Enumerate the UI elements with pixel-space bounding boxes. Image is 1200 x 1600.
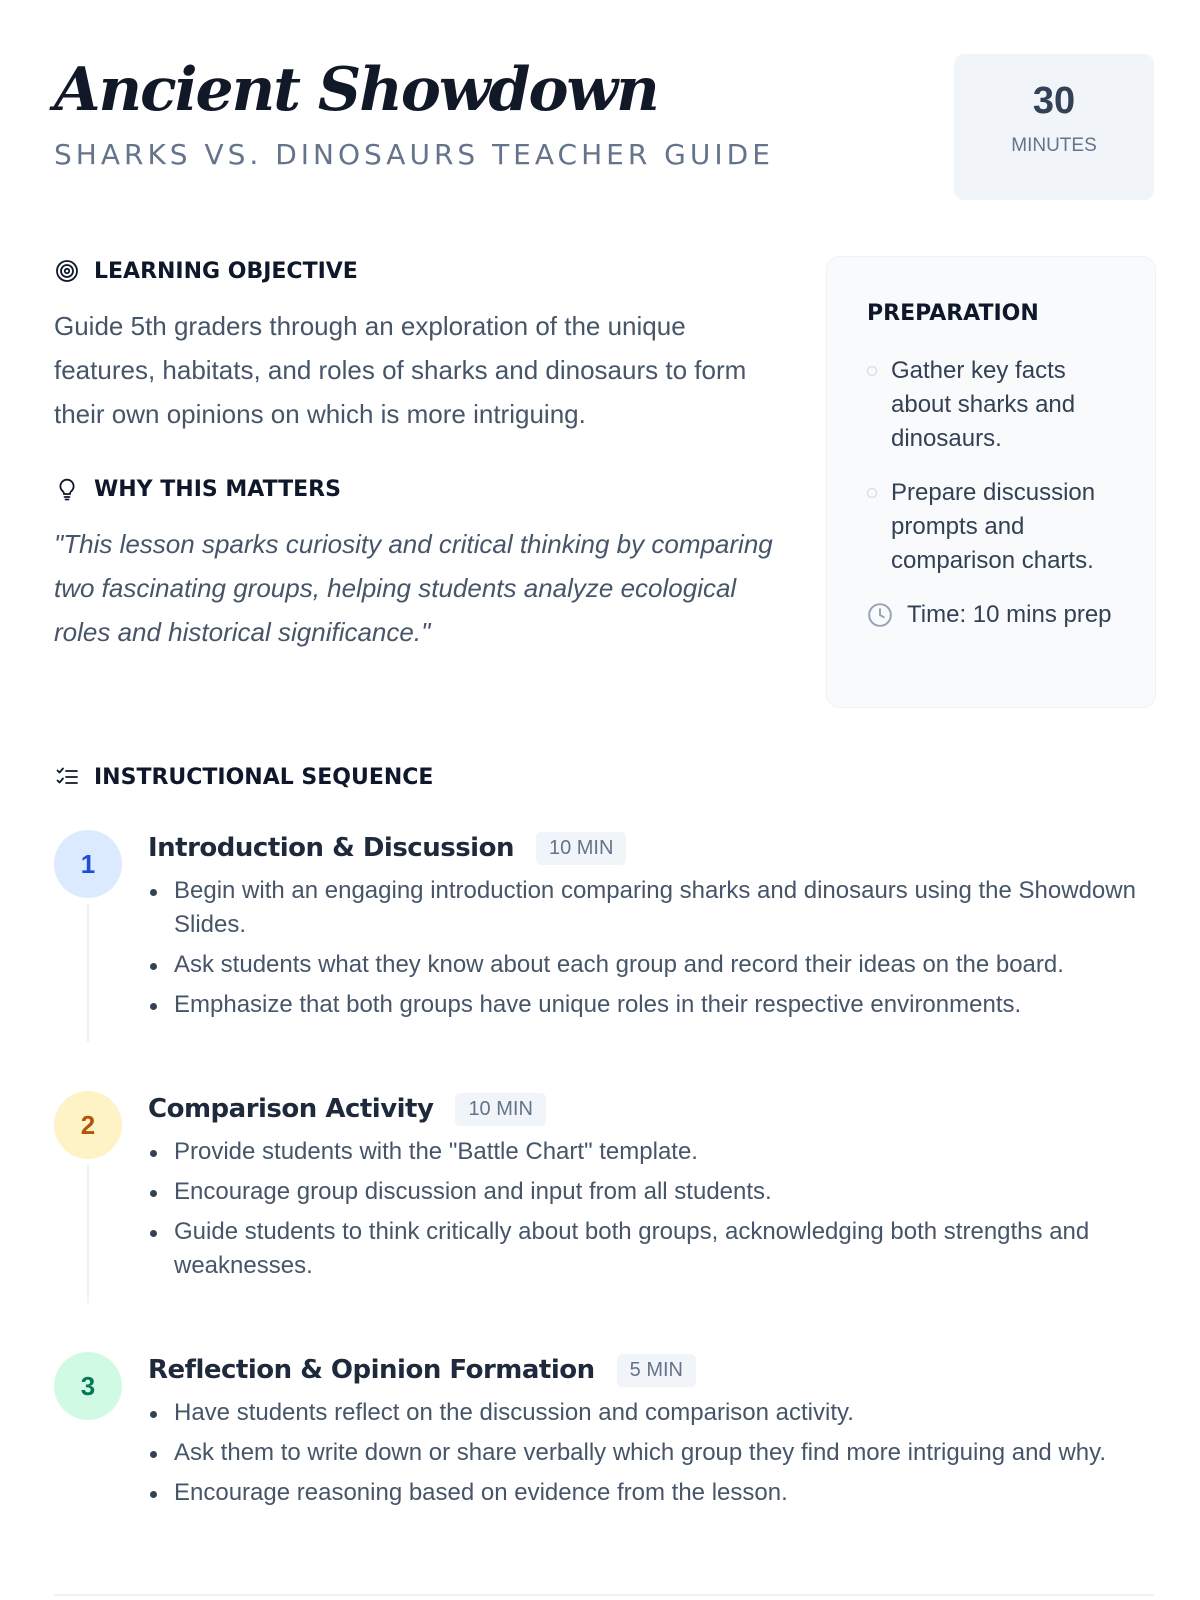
step-number-badge: 3	[54, 1352, 122, 1420]
target-icon	[54, 258, 80, 284]
step-connector	[87, 1165, 89, 1303]
step-connector	[87, 904, 89, 1042]
step-number-badge: 1	[54, 830, 122, 898]
lightbulb-icon	[54, 476, 80, 502]
step-1	[54, 830, 1164, 1085]
step-bullets	[148, 1396, 1164, 1510]
preparation-item-text: Gather key facts about sharks and dinosaurs.	[891, 357, 1076, 452]
why-this-matters-section	[54, 476, 774, 654]
list-item: Have students reflect on the discussion and comparison activity.	[148, 1396, 1164, 1430]
page-title: Ancient Showdown	[54, 55, 658, 125]
learning-objective-text: Guide 5th graders through an exploration of the unique features, habitats, and roles of sharks and dinosaurs to form their own opinions on which is more intriguing.	[54, 311, 747, 429]
step-2	[54, 1091, 1164, 1346]
footer-divider	[54, 1594, 1154, 1596]
preparation-time	[867, 598, 1115, 638]
clock-icon	[867, 602, 907, 638]
learning-objective-heading	[54, 258, 774, 284]
list-item: Provide students with the "Battle Chart" template.	[148, 1135, 1164, 1169]
list-item: Ask students what they know about each group and record their ideas on the board.	[148, 948, 1164, 982]
steps-list	[54, 824, 1164, 1582]
why-this-matters-label: WHY THIS MATTERS	[94, 476, 341, 502]
list-item: Encourage reasoning based on evidence from the lesson.	[148, 1476, 1164, 1510]
step-title: Comparison Activity	[148, 1094, 434, 1124]
preparation-heading: PREPARATION	[867, 301, 1039, 326]
header	[54, 52, 1154, 202]
step-duration-badge: 5 MIN	[617, 1354, 696, 1387]
list-item: Emphasize that both groups have unique roles in their respective environments.	[148, 988, 1164, 1022]
page-subtitle: SHARKS VS. DINOSAURS TEACHER GUIDE	[54, 138, 774, 171]
step-duration-badge: 10 MIN	[536, 832, 626, 865]
instructional-sequence-label: INSTRUCTIONAL SEQUENCE	[94, 764, 434, 790]
why-this-matters-heading	[54, 476, 774, 502]
preparation-list	[867, 354, 1115, 638]
duration-value: 30	[1032, 80, 1076, 122]
preparation-card	[826, 256, 1156, 708]
why-this-matters-quote: "This lesson sparks curiosity and critical thinking by comparing two fascinating groups, helping students analyze ecological roles and historical significance."	[54, 529, 773, 647]
duration-unit: MINUTES	[1011, 135, 1097, 156]
preparation-item	[867, 476, 1115, 578]
learning-objective-label: LEARNING OBJECTIVE	[94, 258, 358, 284]
list-item: Guide students to think critically about both groups, acknowledging both strengths and weaknesses.	[148, 1215, 1164, 1283]
step-title: Reflection & Opinion Formation	[148, 1355, 595, 1385]
circle-bullet-icon	[867, 488, 891, 498]
step-3	[54, 1352, 1164, 1582]
list-item: Ask them to write down or share verbally which group they find more intriguing and why.	[148, 1436, 1164, 1470]
circle-bullet-icon	[867, 366, 891, 376]
learning-objective-section	[54, 258, 774, 436]
duration-box	[954, 54, 1154, 200]
step-bullets	[148, 1135, 1164, 1283]
list-item: Begin with an engaging introduction comparing sharks and dinosaurs using the Showdown Slides.	[148, 874, 1164, 942]
instructional-sequence-heading	[54, 764, 1154, 790]
preparation-time-text: Time: 10 mins prep	[907, 601, 1112, 628]
step-duration-badge: 10 MIN	[455, 1093, 545, 1126]
step-bullets	[148, 874, 1164, 1022]
preparation-item	[867, 354, 1115, 456]
list-item: Encourage group discussion and input from all students.	[148, 1175, 1164, 1209]
checklist-icon	[54, 764, 80, 790]
instructional-sequence-section	[54, 764, 1154, 790]
preparation-item-text: Prepare discussion prompts and comparison charts.	[891, 479, 1096, 574]
step-title: Introduction & Discussion	[148, 833, 514, 863]
step-number-badge: 2	[54, 1091, 122, 1159]
